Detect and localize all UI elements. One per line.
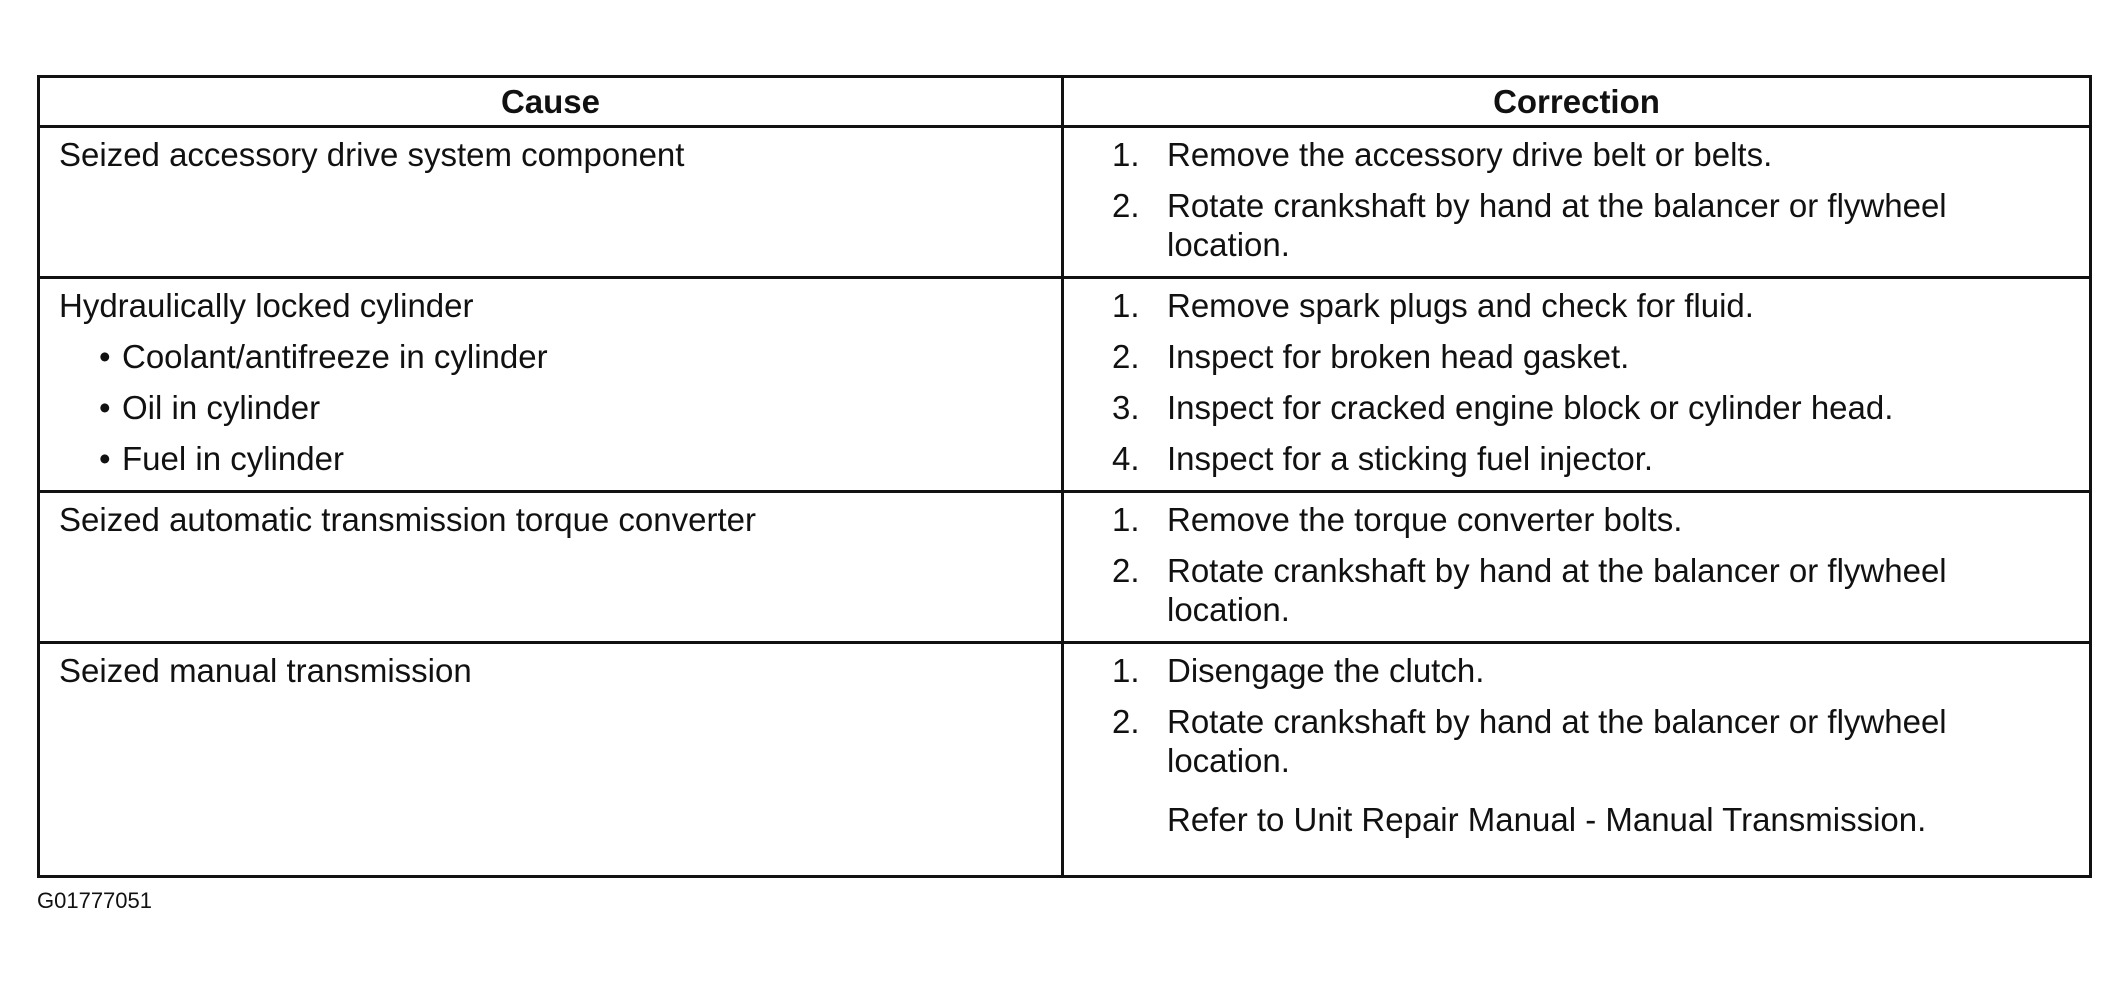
correction-step (1112, 702, 2069, 780)
step-number: 2. (1112, 552, 1140, 589)
step-text: Rotate crankshaft by hand at the balancer or flywheel location. (1167, 703, 1947, 779)
correction-step (1112, 500, 2069, 539)
step-text: Remove the torque converter bolts. (1167, 501, 1683, 538)
bullet-dot-icon: • (99, 389, 111, 426)
step-text: Rotate crankshaft by hand at the balancer or flywheel location. (1167, 187, 1947, 263)
step-number: 1. (1112, 136, 1140, 173)
step-text: Disengage the clutch. (1167, 652, 1485, 689)
correction-step (1112, 186, 2069, 264)
correction-note: Refer to Unit Repair Manual - Manual Transmission. (1167, 801, 1927, 838)
correction-step (1112, 135, 2069, 174)
correction-step (1112, 551, 2069, 629)
cause-cell (39, 127, 1063, 278)
cause-cell (39, 643, 1063, 877)
bullet-dot-icon: • (99, 440, 111, 477)
step-text: Rotate crankshaft by hand at the balancer or flywheel location. (1167, 552, 1947, 628)
step-text: Remove spark plugs and check for fluid. (1167, 287, 1754, 324)
step-text: Remove the accessory drive belt or belts. (1167, 136, 1773, 173)
cause-bullet-item (59, 439, 1061, 478)
step-text: Inspect for cracked engine block or cylinder head. (1167, 389, 1894, 426)
cause-bullet-list (59, 337, 1061, 478)
step-text: Inspect for broken head gasket. (1167, 338, 1630, 375)
cause-text: Seized automatic transmission torque converter (59, 501, 756, 538)
table-header-row (39, 77, 2091, 127)
correction-step (1112, 388, 2069, 427)
step-number: 2. (1112, 703, 1140, 740)
cause-header: Cause (39, 77, 1063, 127)
bullet-dot-icon: • (99, 338, 111, 375)
diagnostic-table (37, 75, 2092, 878)
correction-step (1112, 439, 2069, 478)
step-number: 1. (1112, 501, 1140, 538)
correction-cell (1063, 492, 2091, 643)
correction-step (1112, 337, 2069, 376)
cause-text: Hydraulically locked cylinder (59, 287, 474, 324)
table-row (39, 643, 2091, 877)
cause-bullet-text: Oil in cylinder (122, 389, 321, 426)
diagnostic-table-container (37, 75, 2089, 878)
table-row (39, 278, 2091, 492)
correction-cell (1063, 127, 2091, 278)
table-body (39, 127, 2091, 877)
table-row (39, 127, 2091, 278)
cause-bullet-item (59, 337, 1061, 376)
cause-cell (39, 278, 1063, 492)
correction-header: Correction (1063, 77, 2091, 127)
cause-bullet-item (59, 388, 1061, 427)
cause-bullet-text: Fuel in cylinder (122, 440, 344, 477)
cause-cell (39, 492, 1063, 643)
cause-bullet-text: Coolant/antifreeze in cylinder (122, 338, 548, 375)
correction-cell (1063, 278, 2091, 492)
cause-text: Seized manual transmission (59, 652, 472, 689)
correction-step (1112, 651, 2069, 690)
figure-id: G01777051 (37, 888, 152, 913)
step-number: 2. (1112, 187, 1140, 224)
step-text: Inspect for a sticking fuel injector. (1167, 440, 1654, 477)
correction-step (1112, 286, 2069, 325)
step-number: 4. (1112, 440, 1140, 477)
table-row (39, 492, 2091, 643)
cause-text: Seized accessory drive system component (59, 136, 685, 173)
step-number: 1. (1112, 287, 1140, 324)
step-number: 3. (1112, 389, 1140, 426)
step-number: 1. (1112, 652, 1140, 689)
correction-cell (1063, 643, 2091, 877)
step-number: 2. (1112, 338, 1140, 375)
